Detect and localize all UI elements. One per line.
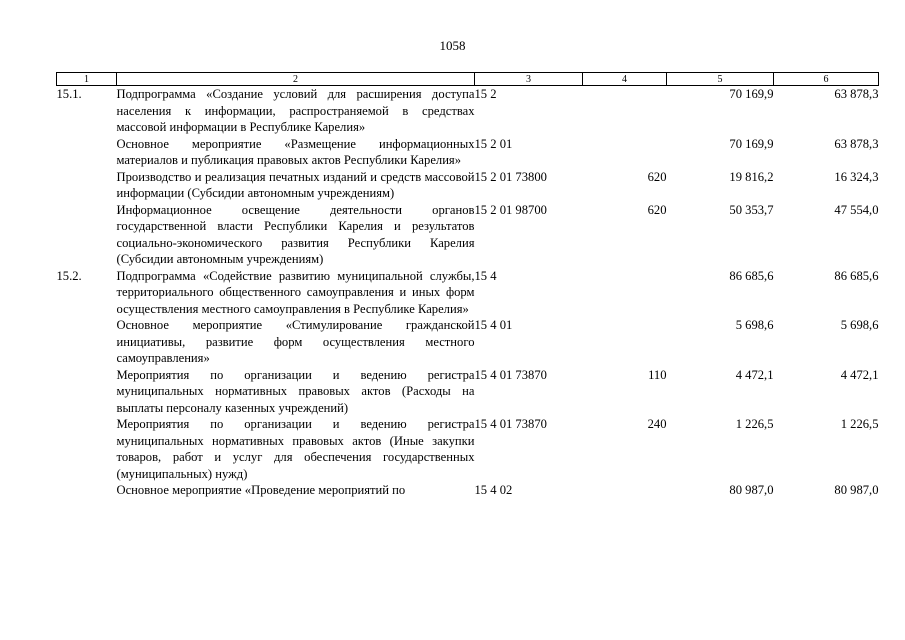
column-header-1: 1 (57, 73, 117, 86)
row-name: Основное мероприятие «Размещение информационных материалов и публикация правовых актов Республики Карелия» (116, 136, 475, 167)
column-header-4: 4 (583, 73, 667, 86)
row-amount-2: 47 554,0 (834, 202, 879, 217)
row-number (57, 169, 117, 202)
row-amount-2: 80 987,0 (834, 483, 879, 497)
table-row (57, 136, 879, 169)
row-expense-type: 620 (647, 169, 667, 184)
row-code: 15 4 01 73870 (474, 367, 547, 382)
row-expense-type (583, 86, 667, 136)
row-amount-2: 4 472,1 (840, 367, 879, 382)
row-code: 15 2 01 73800 (474, 169, 547, 184)
row-name: Основное мероприятие «Проведение мероприятий по (116, 483, 406, 497)
table-row (57, 169, 879, 202)
row-name: Информационное освещение деятельности органов государственной власти Республики Карелия и результатов социально-экономического развития Республики Карелия (Субсидии автономным учреждениям) (116, 202, 475, 266)
row-amount-2: 1 226,5 (840, 417, 879, 431)
row-name: Мероприятия по организации и ведению регистра муниципальных нормативных правовых актов (Иные закупки товаров, работ и услуг для обеспечения государственных (муниципальных) нужд) (116, 417, 475, 481)
row-code: 15 4 01 73870 (474, 417, 547, 431)
table-row (57, 367, 879, 417)
row-name: Подпрограмма «Создание условий для расширения доступа населения к информации, распространяемой в средствах массовой информации в Республике Карелия» (116, 87, 475, 134)
table-row (57, 268, 879, 318)
row-amount-2: 63 878,3 (834, 136, 879, 151)
table-row (57, 202, 879, 268)
row-expense-type (583, 136, 667, 169)
row-number (57, 416, 117, 482)
page-number: 1058 (439, 38, 466, 53)
row-amount-1: 86 685,6 (729, 268, 774, 283)
row-number (57, 202, 117, 268)
row-number (57, 482, 117, 499)
row-amount-1: 4 472,1 (735, 367, 774, 382)
row-number: 15.2. (56, 268, 82, 283)
row-name: Основное мероприятие «Стимулирование гражданской инициативы, развитие форм осуществления местного самоуправления» (116, 318, 475, 365)
row-number (57, 367, 117, 417)
column-number-row (57, 73, 879, 86)
row-amount-1: 70 169,9 (729, 136, 774, 151)
row-amount-1: 70 169,9 (729, 87, 774, 101)
row-number (57, 136, 117, 169)
row-number: 15.1. (56, 87, 82, 101)
row-amount-1: 1 226,5 (735, 417, 774, 431)
row-amount-1: 80 987,0 (729, 483, 774, 497)
row-amount-1: 5 698,6 (735, 318, 774, 332)
row-expense-type (583, 317, 667, 367)
row-amount-2: 63 878,3 (834, 87, 879, 101)
table-row (57, 482, 879, 499)
row-amount-1: 19 816,2 (729, 169, 774, 184)
row-amount-2: 86 685,6 (834, 268, 879, 283)
row-name: Мероприятия по организации и ведению регистра муниципальных нормативных правовых актов (Расходы на выплаты персоналу казенных учреждений) (116, 367, 475, 415)
row-number (57, 317, 117, 367)
column-header-2: 2 (117, 73, 475, 86)
budget-table (56, 72, 879, 499)
row-code: 15 2 01 (474, 136, 513, 151)
row-amount-2: 16 324,3 (834, 169, 879, 184)
row-amount-2: 5 698,6 (840, 318, 879, 332)
row-amount-1: 50 353,7 (729, 202, 774, 217)
row-code: 15 4 (474, 268, 497, 283)
row-name: Подпрограмма «Содействие развитию муниципальной службы, территориального общественного самоуправления и иных форм осуществления местного самоуправления в Республике Карелия» (116, 268, 475, 316)
table-body (57, 86, 879, 499)
table-row (57, 86, 879, 136)
row-expense-type: 110 (648, 367, 667, 382)
row-expense-type (583, 268, 667, 318)
table-row (57, 416, 879, 482)
column-header-6: 6 (774, 73, 879, 86)
row-code: 15 2 01 98700 (474, 202, 547, 217)
row-expense-type (583, 482, 667, 499)
row-code: 15 4 01 (474, 318, 513, 332)
row-code: 15 4 02 (474, 483, 513, 497)
row-code: 15 2 (474, 87, 497, 101)
row-name: Производство и реализация печатных изданий и средств массовой информации (Субсидии автономным учреждениям) (116, 169, 475, 200)
table-row (57, 317, 879, 367)
row-expense-type: 240 (647, 417, 667, 431)
row-expense-type: 620 (647, 202, 667, 217)
column-header-3: 3 (475, 73, 583, 86)
column-header-5: 5 (667, 73, 774, 86)
